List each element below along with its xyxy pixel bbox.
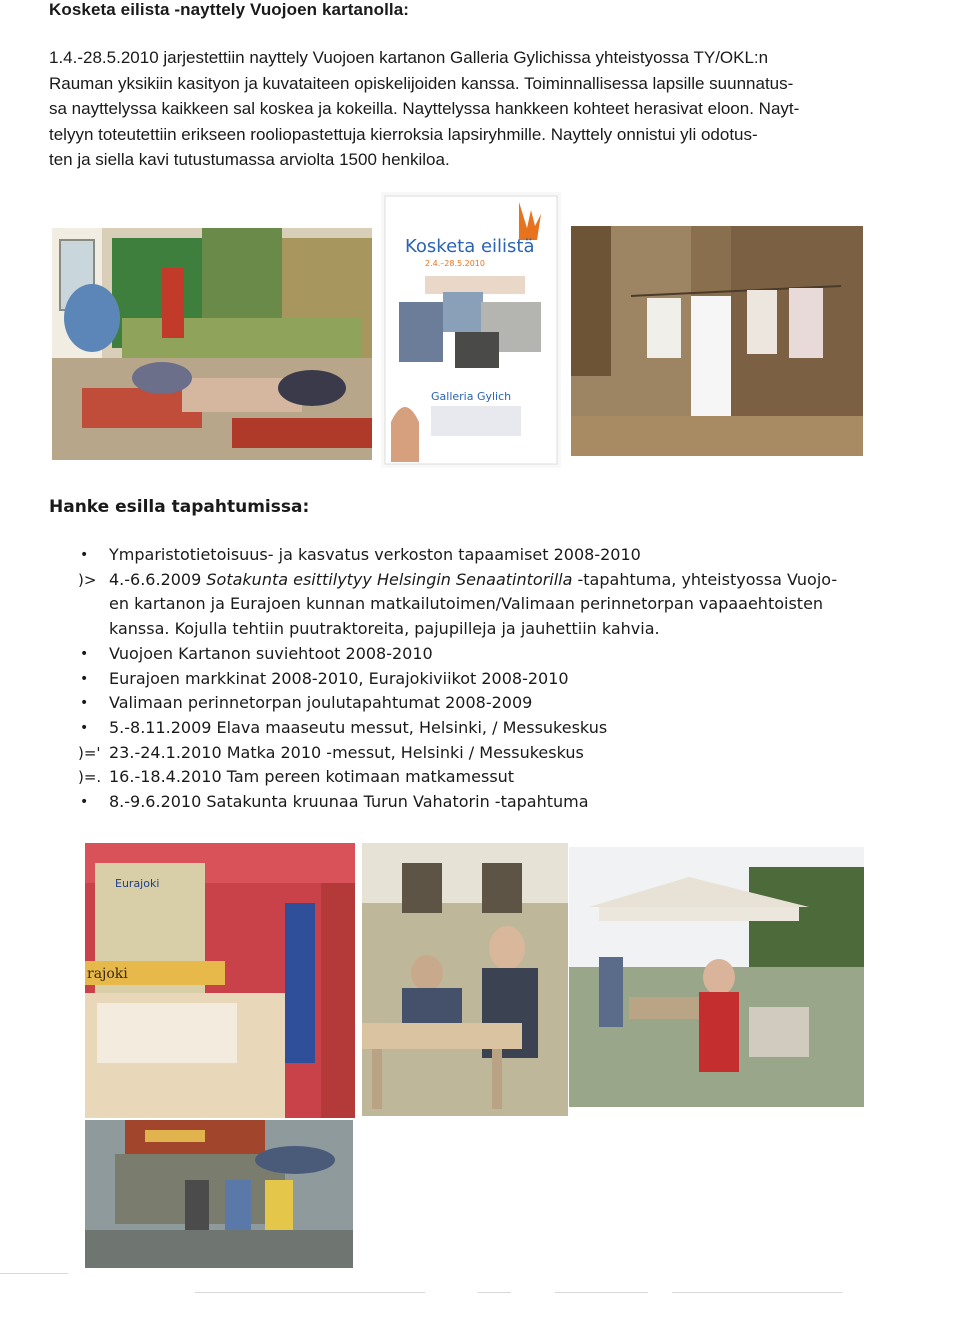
banner-text: rajoki	[87, 966, 128, 982]
intro-line: telyyn toteutettiin erikseen rooliopastettuja kierroksia lapsiryhmille. Nayttely onnistui yli odotus-	[49, 124, 758, 144]
booth-sign-text: Eurajoki	[115, 877, 160, 890]
bullet: )>	[78, 570, 97, 589]
event-line	[109, 568, 878, 593]
list-item	[78, 543, 878, 568]
event-text: 8.-9.6.2010 Satakunta kruunaa Turun Vahatorin -tapahtuma	[109, 792, 589, 812]
divider	[555, 1292, 648, 1293]
divider	[478, 1292, 511, 1293]
event-text: Ymparistotietoisuus- ja kasvatus verkoston tapaamiset 2008-2010	[109, 545, 641, 564]
exhibition-children-photo	[52, 228, 372, 460]
rainy-kiosk-photo	[85, 1120, 353, 1268]
section-heading: Hanke esilla tapahtumissa:	[49, 497, 310, 517]
divider	[195, 1292, 425, 1293]
events-list	[78, 543, 878, 815]
intro-line: Rauman yksikiin kasityon ja kuvataiteen opiskelijoiden kanssa. Toiminnallisessa lapsille suunnatus-	[49, 73, 794, 93]
list-item	[78, 765, 878, 790]
list-item	[78, 691, 878, 716]
exhibition-poster	[381, 192, 561, 468]
divider	[0, 1273, 68, 1274]
poster-title: Kosketa eilistä	[405, 236, 535, 257]
event-italic: Sotakunta esittilytyy Helsingin Senaatintorilla	[206, 569, 573, 589]
intro-line: sa nayttelyssa kaikkeen sal koskea ja kokeilla. Nayttelyssa hankkeen kohteet herasivat eloon. Nayt-	[49, 99, 800, 119]
poster-dates: 2.4.–28.5.2010	[425, 259, 485, 268]
bullet: •	[80, 547, 89, 563]
divider	[672, 1292, 842, 1293]
exhibition-clothes-photo	[571, 226, 863, 456]
event-line: en kartanon ja Eurajoen kunnan matkailutoimen/Valimaan perinnetorpan vapaaehtoisten	[109, 594, 824, 614]
list-item	[78, 716, 878, 741]
event-text: Vuojoen Kartanon suviehtoot 2008-2010	[109, 643, 433, 663]
event-date: 4.-6.6.2009	[109, 569, 202, 589]
bullet: )='	[78, 743, 101, 762]
event-text: Valimaan perinnetorpan joulutapahtumat 2008-2009	[109, 693, 533, 713]
poster-gallery: Galleria Gylich	[431, 390, 512, 403]
list-item	[78, 568, 878, 642]
craft-fair-photo	[362, 843, 568, 1116]
bullet: •	[80, 719, 89, 736]
event-text: -tapahtuma, yhteistyossa Vuojo-	[572, 569, 838, 589]
intro-line: 1.4.-28.5.2010 jarjestettiin nayttely Vuojoen kartanon Galleria Gylichissa yhteistyossa TY/OKL:n	[49, 48, 769, 67]
event-line: kanssa. Kojulla tehtiin puutraktoreita, pajupilleja ja jauhettiin kahvia.	[109, 619, 660, 639]
event-text: 16.-18.4.2010 Tam pereen kotimaan matkamessut	[109, 767, 515, 787]
event-text: 5.-8.11.2009 Elava maaseutu messut, Helsinki, / Messukeskus	[109, 717, 608, 737]
intro-line: ten ja siella kavi tutustumassa arviolta 1500 henkiloa.	[49, 150, 450, 170]
list-item	[78, 667, 878, 692]
bullet: •	[80, 645, 89, 662]
page-title: Kosketa eilista -nayttely Vuojoen kartanolla:	[49, 0, 410, 19]
event-text: 23.-24.1.2010 Matka 2010 -messut, Helsinki / Messukeskus	[109, 742, 584, 762]
list-item	[78, 741, 878, 766]
bullet: )=.	[78, 768, 102, 787]
market-tents-photo	[569, 847, 864, 1107]
bullet: •	[80, 670, 89, 687]
bullet: •	[80, 794, 89, 811]
list-item	[78, 642, 878, 667]
eurajoki-booth-photo	[85, 843, 355, 1118]
list-item	[78, 790, 878, 815]
bullet: •	[80, 695, 89, 712]
event-text: Eurajoen markkinat 2008-2010, Eurajokiviikot 2008-2010	[109, 668, 569, 688]
intro-paragraph	[49, 45, 879, 173]
